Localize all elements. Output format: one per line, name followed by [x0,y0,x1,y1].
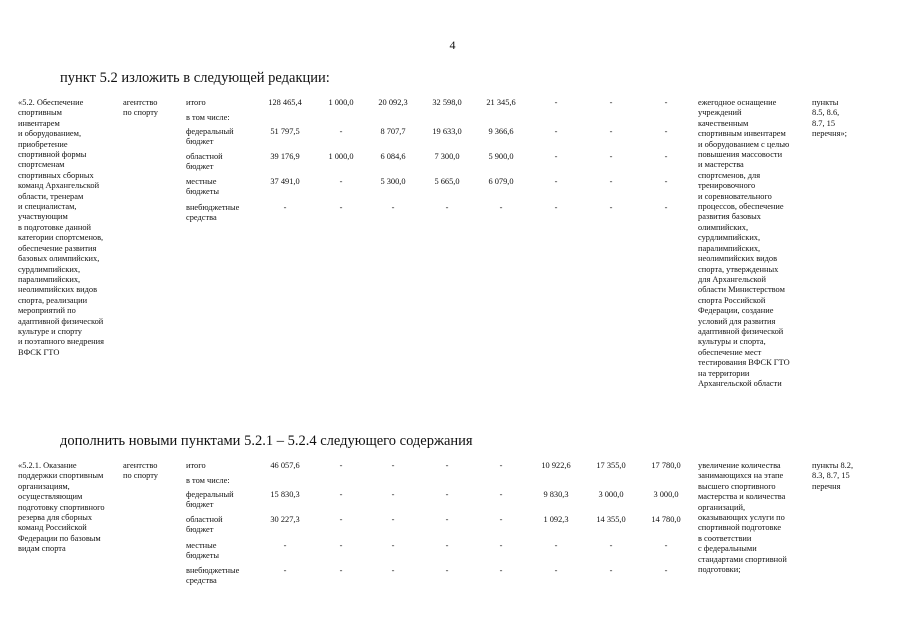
source-cell: федеральный бюджет [186,490,234,510]
value-cell: 5 300,0 [380,177,406,186]
source-cell: итого [186,461,206,470]
value-cell: - [339,461,343,470]
value-cell: - [339,177,343,186]
value-cell: 39 176,9 [270,152,300,161]
value-cell: - [499,461,503,470]
value-cell: - [609,98,613,107]
value-cell: - [664,152,668,161]
value-cell: - [445,515,449,524]
value-cell: 51 797,5 [270,127,300,136]
value-cell: - [445,461,449,470]
value-cell: 7 300,0 [434,152,460,161]
value-cell: - [391,515,395,524]
value-cell: 17 355,0 [596,461,626,470]
value-cell: - [554,177,558,186]
source-cell: местные бюджеты [186,541,220,561]
value-cell: - [283,566,287,575]
value-cell: 3 000,0 [598,490,624,499]
row-description: «5.2. Обеспечение спортивным инвентарем и оборудованием, приобретение спортивной формы спортсменам спортивных сборных команд Архангельской области, тренерам и специалистам, участвующим в подготовке данной категории спортсменов, обеспечение развития базовых олимпийских, сурдлимпийских, паралимпийских, неолимпийских видов спорта, реализации мероприятий по адаптивной физической культуре и спорту и поэтапного внедрения ВФСК ГТО [18,98,104,357]
row-indicators: пункты 8.5, 8.6, 8.7, 15 перечня»; [812,98,847,139]
row-description: «5.2.1. Оказание поддержки спортивным организациям, осуществляющим подготовку спортивного резерва для сборных команд Российской Федерации по базовым видам спорта [18,461,105,554]
value-cell: 37 491,0 [270,177,300,186]
page-number: 4 [449,38,456,52]
value-cell: - [499,515,503,524]
value-cell: 1 092,3 [543,515,569,524]
value-cell: - [609,127,613,136]
value-cell: 32 598,0 [432,98,462,107]
value-cell: - [664,98,668,107]
value-cell: - [391,490,395,499]
value-cell: - [445,490,449,499]
value-cell: - [445,203,449,212]
value-cell: - [283,541,287,550]
value-cell: - [609,152,613,161]
value-cell: - [664,566,668,575]
value-cell: - [609,177,613,186]
row-indicators: пункты 8.2, 8.3, 8.7, 15 перечня [812,461,854,491]
value-cell: - [339,203,343,212]
value-cell: 5 900,0 [488,152,514,161]
value-cell: - [339,541,343,550]
value-cell: - [499,566,503,575]
value-cell: - [554,541,558,550]
value-cell: - [391,566,395,575]
value-cell: 46 057,6 [270,461,300,470]
value-cell: 20 092,3 [378,98,408,107]
value-cell: 14 780,0 [651,515,681,524]
source-cell: федеральный бюджет [186,127,234,147]
value-cell: - [283,203,287,212]
source-cell: итого [186,98,206,107]
source-cell: областной бюджет [186,515,223,535]
value-cell: - [499,203,503,212]
heading-add: дополнить новыми пунктами 5.2.1 – 5.2.4 следующего содержания [60,433,473,449]
value-cell: - [339,566,343,575]
value-cell: - [391,203,395,212]
value-cell: 1 000,0 [328,98,354,107]
value-cell: - [391,461,395,470]
row-result: увеличение количества занимающихся на этапе высшего спортивного мастерства и количества организаций, оказывающих услуги по спортивной подготовке в соответствии с федеральными стандартами спортивной подготовки; [698,461,787,575]
heading-replace: пункт 5.2 изложить в следующей редакции: [60,70,330,86]
value-cell: - [339,515,343,524]
source-cell: в том числе: [186,476,230,485]
value-cell: - [499,490,503,499]
value-cell: 1 000,0 [328,152,354,161]
value-cell: 128 465,4 [268,98,302,107]
row-result: ежегодное оснащение учреждений качественным спортивным инвентарем и оборудованием с целью повышения массовости и мастерства спортсменов, для тренировочного и соревновательного процессов, обеспечение развития базовых олимпийских, сурдлимпийских, паралимпийских, неолимпийских видов спорта, утвержденных для Архангельской области Министерством спорта Российской Федерации, создание условий для развития адаптивной физической культуры и спорта, обеспечение мест тестирования ВФСК ГТО на территории Архангельской области [698,98,790,388]
value-cell: 9 830,3 [543,490,569,499]
value-cell: - [554,127,558,136]
value-cell: 15 830,3 [270,490,300,499]
source-cell: в том числе: [186,113,230,122]
value-cell: - [339,127,343,136]
value-cell: - [609,566,613,575]
value-cell: - [499,541,503,550]
source-cell: областной бюджет [186,152,223,172]
value-cell: 9 366,6 [488,127,514,136]
value-cell: - [609,203,613,212]
value-cell: 17 780,0 [651,461,681,470]
row-executor: агентство по спорту [123,98,158,118]
value-cell: 14 355,0 [596,515,626,524]
value-cell: - [609,541,613,550]
value-cell: - [664,127,668,136]
value-cell: - [554,566,558,575]
value-cell: - [445,566,449,575]
source-cell: внебюджетные средства [186,203,240,223]
value-cell: 10 922,6 [541,461,571,470]
value-cell: 6 079,0 [488,177,514,186]
value-cell: - [339,490,343,499]
source-cell: местные бюджеты [186,177,220,197]
value-cell: 21 345,6 [486,98,516,107]
value-cell: - [445,541,449,550]
value-cell: 6 084,6 [380,152,406,161]
value-cell: 5 665,0 [434,177,460,186]
value-cell: 30 227,3 [270,515,300,524]
source-cell: внебюджетные средства [186,566,240,586]
value-cell: 8 707,7 [380,127,406,136]
value-cell: - [554,203,558,212]
value-cell: 3 000,0 [653,490,679,499]
value-cell: 19 633,0 [432,127,462,136]
row-executor: агентство по спорту [123,461,158,481]
value-cell: - [664,177,668,186]
value-cell: - [554,152,558,161]
value-cell: - [664,203,668,212]
value-cell: - [554,98,558,107]
value-cell: - [391,541,395,550]
value-cell: - [664,541,668,550]
